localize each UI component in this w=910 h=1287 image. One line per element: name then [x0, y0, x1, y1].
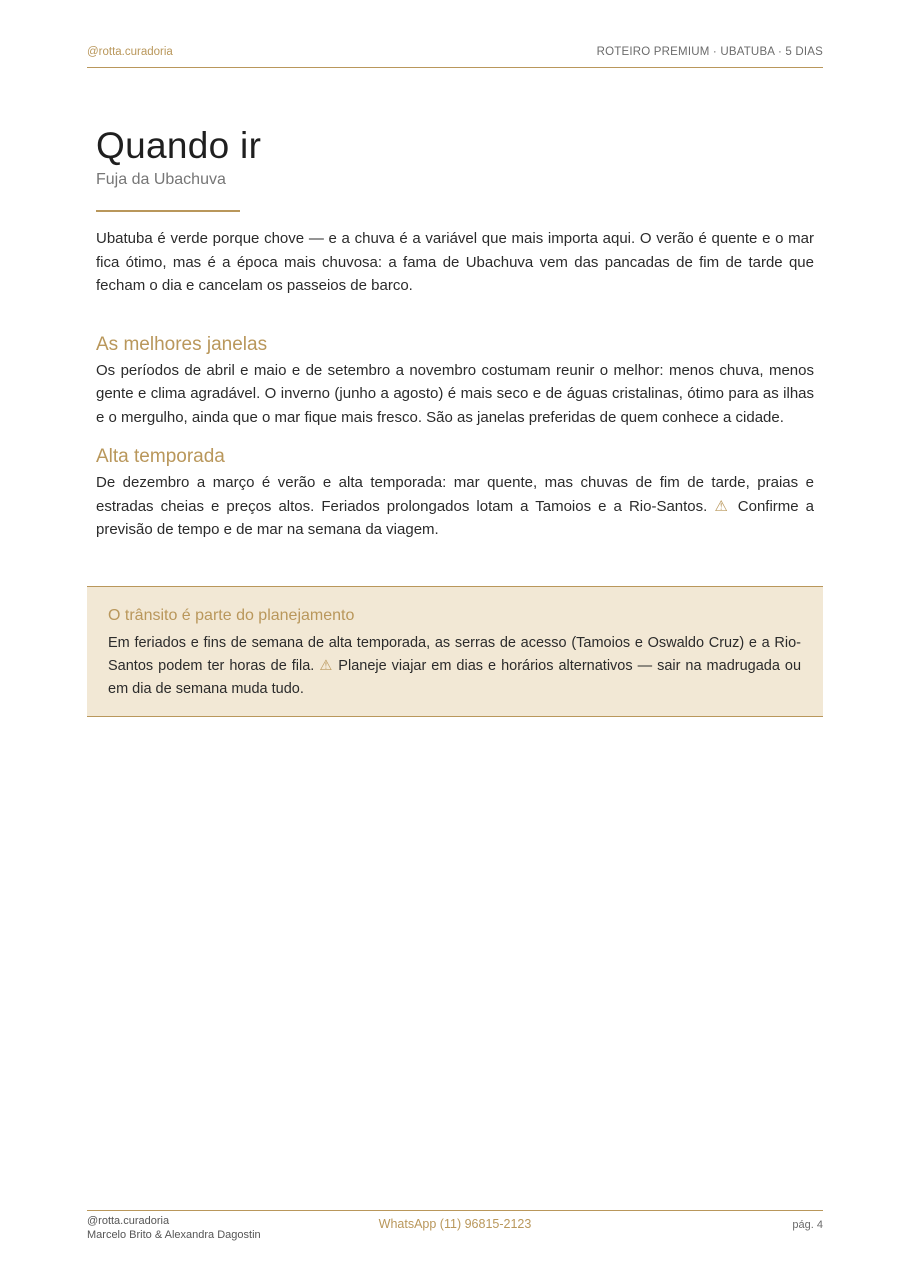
page-header	[87, 46, 823, 68]
callout-text	[108, 632, 801, 701]
callout-heading: O trânsito é parte do planejamento	[108, 607, 355, 624]
section-heading-high-season: Alta temporada	[96, 446, 225, 467]
warning-icon: ⚠	[714, 497, 731, 515]
high-season-text: De dezembro a março é verão e alta temporada: mar quente, mas chuvas de fim de tarde, praias e estradas cheias e preços altos. Feriados prolongados lotam a Tamoios e a Rio-Santos.	[96, 474, 814, 515]
section-text-best-windows: Os períodos de abril e maio e de setembro a novembro costumam reunir o melhor: menos chuva, menos gente e clima agradável. O inverno (junho a agosto) é mais seco e de águas cristalinas, ótimo para as ilhas e o mergulho, ainda que o mar fique mais fresco. São as janelas preferidas de quem conhece a cidade.	[96, 361, 814, 426]
header-doc-label: ROTEIRO PREMIUM · UBATUBA · 5 DIAS	[596, 46, 823, 58]
title-divider	[96, 210, 240, 212]
page-title: Quando ir	[96, 125, 262, 166]
callout-text-after: Planeje viajar em dias e horários alternativos — sair na madrugada ou em dia de semana muda tudo.	[108, 658, 802, 697]
footer-authors: Marcelo Brito & Alexandra Dagostin	[87, 1229, 261, 1241]
header-brand: @rotta.curadoria	[87, 46, 173, 58]
high-season-warning: Confirme a previsão de tempo e de mar na semana da viagem.	[96, 497, 815, 538]
section-text-high-season	[96, 471, 814, 542]
warning-icon: ⚠	[319, 658, 334, 674]
callout-text-before: Em feriados e fins de semana de alta temporada, as serras de acesso (Tamoios e Oswaldo Cruz) e a Rio-Santos podem ter horas de fila.	[108, 635, 801, 674]
page-number: pág. 4	[792, 1219, 823, 1231]
page-footer	[87, 1210, 823, 1251]
section-heading-best-windows: As melhores janelas	[96, 333, 268, 355]
footer-brand: @rotta.curadoria	[87, 1215, 170, 1227]
main-content	[96, 124, 814, 542]
intro-paragraph: Ubatuba é verde porque chove — e a chuva é a variável que mais importa aqui. O verão é quente e o mar fica ótimo, mas é a época mais chuvosa: a fama de Ubachuva vem das pancadas de fim de tarde que fecham o dia e cancelam os passeios de barco.	[96, 230, 814, 294]
traffic-callout	[87, 586, 823, 717]
footer-whatsapp-link[interactable]: WhatsApp (11) 96815-2123	[378, 1217, 532, 1231]
page-subtitle: Fuja da Ubachuva	[96, 171, 226, 188]
